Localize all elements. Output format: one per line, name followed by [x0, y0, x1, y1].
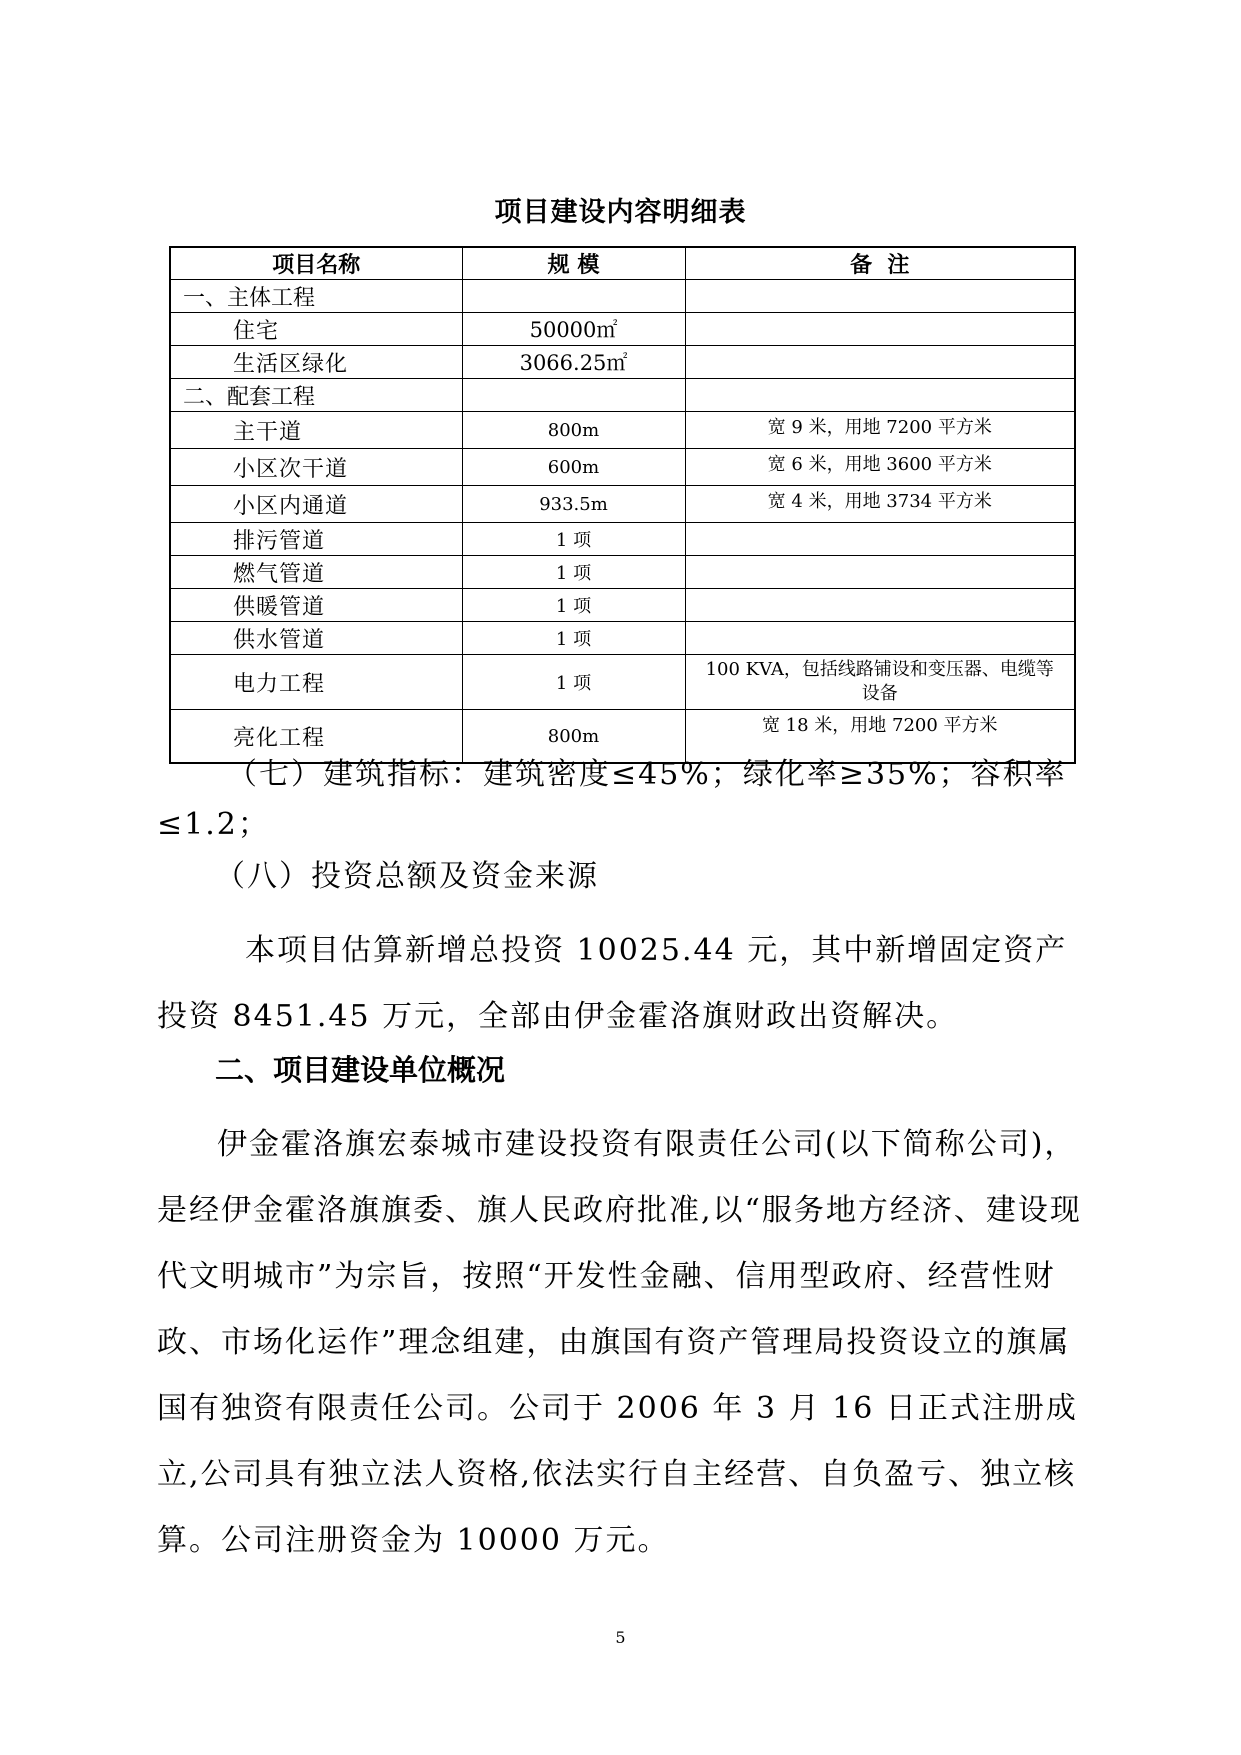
- table-row: [170, 655, 1075, 710]
- note-cell: [685, 589, 1075, 622]
- note-cell: [685, 556, 1075, 589]
- table-row: [170, 556, 1075, 589]
- table-row: [170, 622, 1075, 655]
- note-cell: [685, 313, 1075, 346]
- table-row: [170, 313, 1075, 346]
- item-name: 排污管道: [170, 523, 462, 556]
- section-heading: 二、项目建设单位概况: [215, 1053, 506, 1087]
- building-index-paragraph: （七）建筑指标：建筑密度≤45%；绿化率≥35%；容积率≤1.2；: [157, 757, 1067, 842]
- scale-cell: 1 项: [462, 556, 685, 589]
- scale-cell: 1 项: [462, 622, 685, 655]
- note-cell: 宽 6 米，用地 3600 平方米: [685, 449, 1075, 486]
- note-cell: 宽 4 米，用地 3734 平方米: [685, 486, 1075, 523]
- item-name: 电力工程: [170, 655, 462, 710]
- table-header-row: [170, 247, 1075, 280]
- note-cell: [685, 622, 1075, 655]
- section-name: 二、配套工程: [170, 379, 462, 412]
- note-cell: 宽 9 米，用地 7200 平方米: [685, 412, 1075, 449]
- table-row: [170, 589, 1075, 622]
- scale-cell: 933.5m: [462, 486, 685, 523]
- investment-paragraph: 本项目估算新增总投资 10025.44 元，其中新增固定资产投资 8451.45 万元，全部由伊金霍洛旗财政出资解决。: [157, 933, 1068, 1034]
- column-header-note: 备 注: [685, 247, 1075, 280]
- scale-cell: 1 项: [462, 655, 685, 710]
- scale-cell: [462, 379, 685, 412]
- investment-heading: （八）投资总额及资金来源: [215, 859, 599, 894]
- column-header-name: 项目名称: [170, 247, 462, 280]
- table-row: [170, 486, 1075, 523]
- item-name: 小区内通道: [170, 486, 462, 523]
- table-row: [170, 523, 1075, 556]
- table-title: 项目建设内容明细表: [494, 197, 747, 228]
- item-name: 主干道: [170, 412, 462, 449]
- note-cell: 100 KVA，包括线路铺设和变压器、电缆等设备: [685, 655, 1075, 710]
- company-paragraph: 伊金霍洛旗宏泰城市建设投资有限责任公司(以下简称公司)，是经伊金霍洛旗旗委、旗人民政府批准,以“服务地方经济、建设现代文明城市”为宗旨，按照“开发性金融、信用型政府、经营性财政、市场化运作”理念组建，由旗国有资产管理局投资设立的旗属国有独资有限责任公司。公司于 2006 年 3 月 16 日正式注册成立,公司具有独立法人资格,依法实行自主经营、自负盈亏、独立核算。公司注册资金为 10000 万元。: [157, 1127, 1082, 1558]
- page-number: 5: [615, 1628, 626, 1647]
- note-cell: [685, 280, 1075, 313]
- item-name: 供水管道: [170, 622, 462, 655]
- note-cell: 宽 18 米，用地 7200 平方米: [685, 710, 1075, 764]
- scale-cell: 600m: [462, 449, 685, 486]
- table-row: [170, 449, 1075, 486]
- scale-cell: 3066.25㎡: [462, 346, 685, 379]
- table-row: [170, 412, 1075, 449]
- note-cell: [685, 379, 1075, 412]
- item-name: 供暖管道: [170, 589, 462, 622]
- scale-cell: 800m: [462, 710, 685, 764]
- scale-cell: 1 项: [462, 589, 685, 622]
- scale-cell: [462, 280, 685, 313]
- scale-cell: 800m: [462, 412, 685, 449]
- item-name: 住宅: [170, 313, 462, 346]
- project-detail-table: [169, 246, 1076, 764]
- item-name: 生活区绿化: [170, 346, 462, 379]
- table-row: [170, 346, 1075, 379]
- scale-cell: 50000㎡: [462, 313, 685, 346]
- table-row: [170, 379, 1075, 412]
- scale-cell: 1 项: [462, 523, 685, 556]
- note-cell: [685, 346, 1075, 379]
- table-row: [170, 280, 1075, 313]
- item-name: 亮化工程: [170, 710, 462, 764]
- item-name: 燃气管道: [170, 556, 462, 589]
- section-name: 一、主体工程: [170, 280, 462, 313]
- column-header-scale: 规 模: [462, 247, 685, 280]
- note-cell: [685, 523, 1075, 556]
- item-name: 小区次干道: [170, 449, 462, 486]
